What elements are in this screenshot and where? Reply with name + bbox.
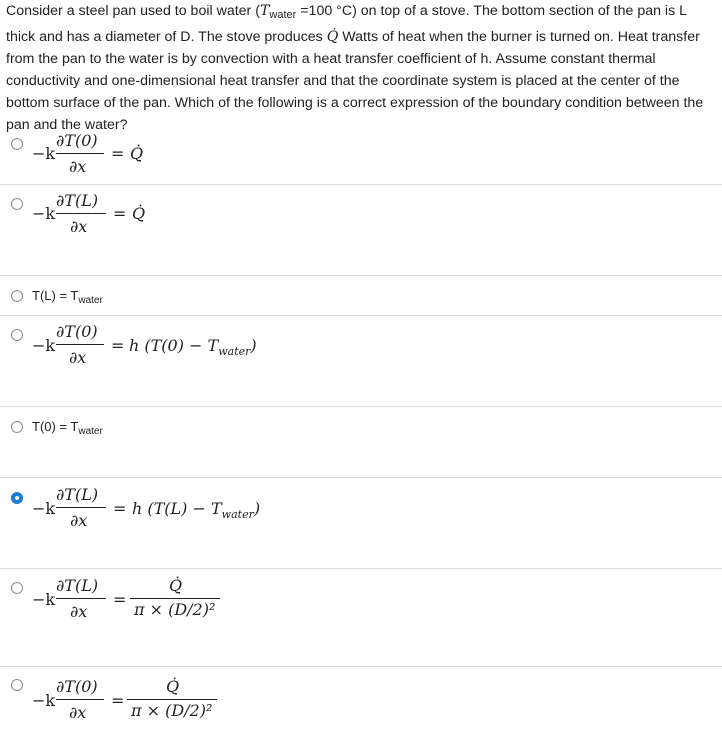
radio-button[interactable] <box>11 679 23 691</box>
question-text: Consider a steel pan used to boil water ($T_{water} =100$ °C) on top of a stove. The bottom section of the pan is L thick and has a diameter of D. The stove produces Q̇ Watts of heat when the burner is turned on. Heat transfer from the pan to the water is by convection with a heat transfer coefficient of h. Assume constant thermal conductivity and one-dimensional heat transfer and that the coordinate system is placed at the center of the bottom surface of the pan. Which of the following is a correct expression of the boundary condition between the pan and the water? <box>6 3 704 133</box>
option-7-expression: −k ∂T(L) ∂x = Q̇ π × (D/2)² <box>32 572 292 632</box>
answer-option-3[interactable] <box>0 276 722 316</box>
answer-option-4[interactable] <box>0 316 722 407</box>
radio-button[interactable] <box>11 582 23 594</box>
option-8-expression: −k ∂T(0) ∂x = Q̇ π × (D/2)² <box>32 673 292 733</box>
answer-option-5[interactable] <box>0 407 722 478</box>
radio-button[interactable] <box>11 290 23 302</box>
option-3-text: $T(L) = T_{water}$ <box>32 288 103 306</box>
radio-button[interactable] <box>11 421 23 433</box>
answer-option-8[interactable] <box>0 667 722 734</box>
radio-button[interactable] <box>11 329 23 341</box>
answer-option-6[interactable] <box>0 478 722 569</box>
radio-button[interactable] <box>11 198 23 210</box>
option-2-expression: −k ∂T(L) ∂x = Q̇ <box>32 191 146 236</box>
radio-button-selected[interactable] <box>11 492 23 504</box>
option-6-expression: −k ∂T(L) ∂x = h $(T(L) - T_{water})$ <box>32 485 261 530</box>
answer-option-7[interactable] <box>0 569 722 667</box>
option-5-text: $T(0) = T_{water}$ <box>32 419 103 437</box>
answer-option-1[interactable] <box>0 126 722 185</box>
answer-option-2[interactable] <box>0 185 722 276</box>
option-1-expression: −k ∂T(0) ∂x = Q̇ <box>32 131 144 176</box>
radio-button[interactable] <box>11 138 23 150</box>
option-4-expression: −k ∂T(0) ∂x = h $(T(0) - T_{water})$ <box>32 322 257 367</box>
